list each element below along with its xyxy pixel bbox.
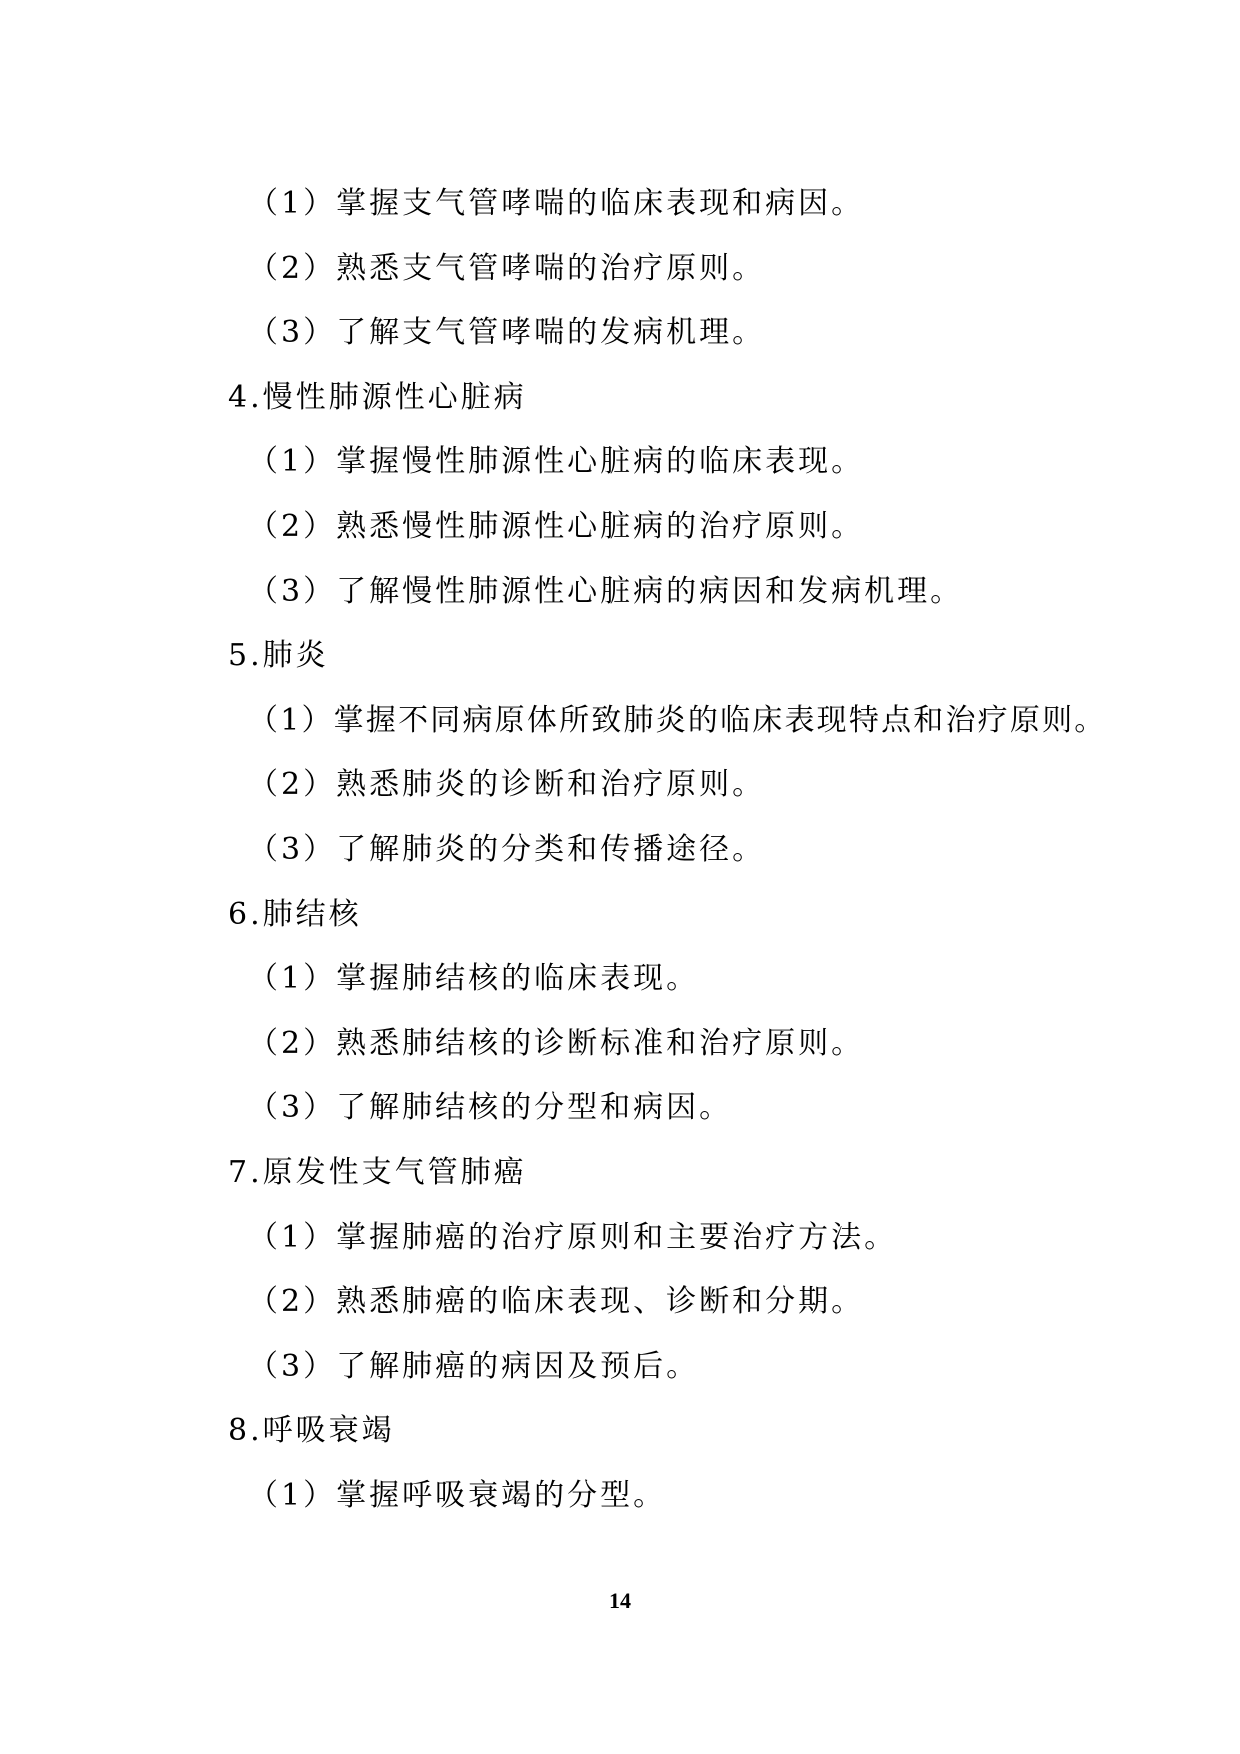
objective-line: （3）了解肺癌的病因及预后。 bbox=[248, 1348, 700, 1384]
objective-line: （2）熟悉慢性肺源性心脏病的治疗原则。 bbox=[248, 508, 865, 544]
objective-line: （1）掌握肺结核的临床表现。 bbox=[248, 961, 700, 997]
objective-line: （2）熟悉肺癌的临床表现、诊断和分期。 bbox=[248, 1284, 865, 1320]
objective-line: （3）了解支气管哮喘的发病机理。 bbox=[248, 315, 766, 351]
objective-line: （2）熟悉肺结核的诊断标准和治疗原则。 bbox=[248, 1025, 865, 1061]
section-heading: 6.肺结核 bbox=[228, 896, 362, 932]
objective-line: （3）了解慢性肺源性心脏病的病因和发病机理。 bbox=[248, 573, 964, 609]
objective-line: （1）掌握慢性肺源性心脏病的临床表现。 bbox=[248, 444, 865, 480]
objective-line: （3）了解肺炎的分类和传播途径。 bbox=[248, 831, 766, 867]
objective-line: （1）掌握呼吸衰竭的分型。 bbox=[248, 1477, 667, 1513]
objective-line: （1）掌握不同病原体所致肺炎的临床表现特点和治疗原则。 bbox=[248, 702, 1107, 738]
page-number: 14 bbox=[609, 1588, 631, 1613]
section-heading: 7.原发性支气管肺癌 bbox=[228, 1154, 527, 1190]
objective-line: （1）掌握肺癌的治疗原则和主要治疗方法。 bbox=[248, 1219, 898, 1255]
objective-line: （3）了解肺结核的分型和病因。 bbox=[248, 1090, 733, 1126]
syllabus-content bbox=[228, 172, 1128, 1528]
section-heading: 5.肺炎 bbox=[228, 638, 329, 674]
objective-line: （2）熟悉肺炎的诊断和治疗原则。 bbox=[248, 767, 766, 803]
section-heading: 4.慢性肺源性心脏病 bbox=[228, 379, 527, 415]
objective-line: （1）掌握支气管哮喘的临床表现和病因。 bbox=[248, 186, 865, 221]
section-heading: 8.呼吸衰竭 bbox=[228, 1413, 395, 1449]
objective-line: （2）熟悉支气管哮喘的治疗原则。 bbox=[248, 250, 766, 286]
